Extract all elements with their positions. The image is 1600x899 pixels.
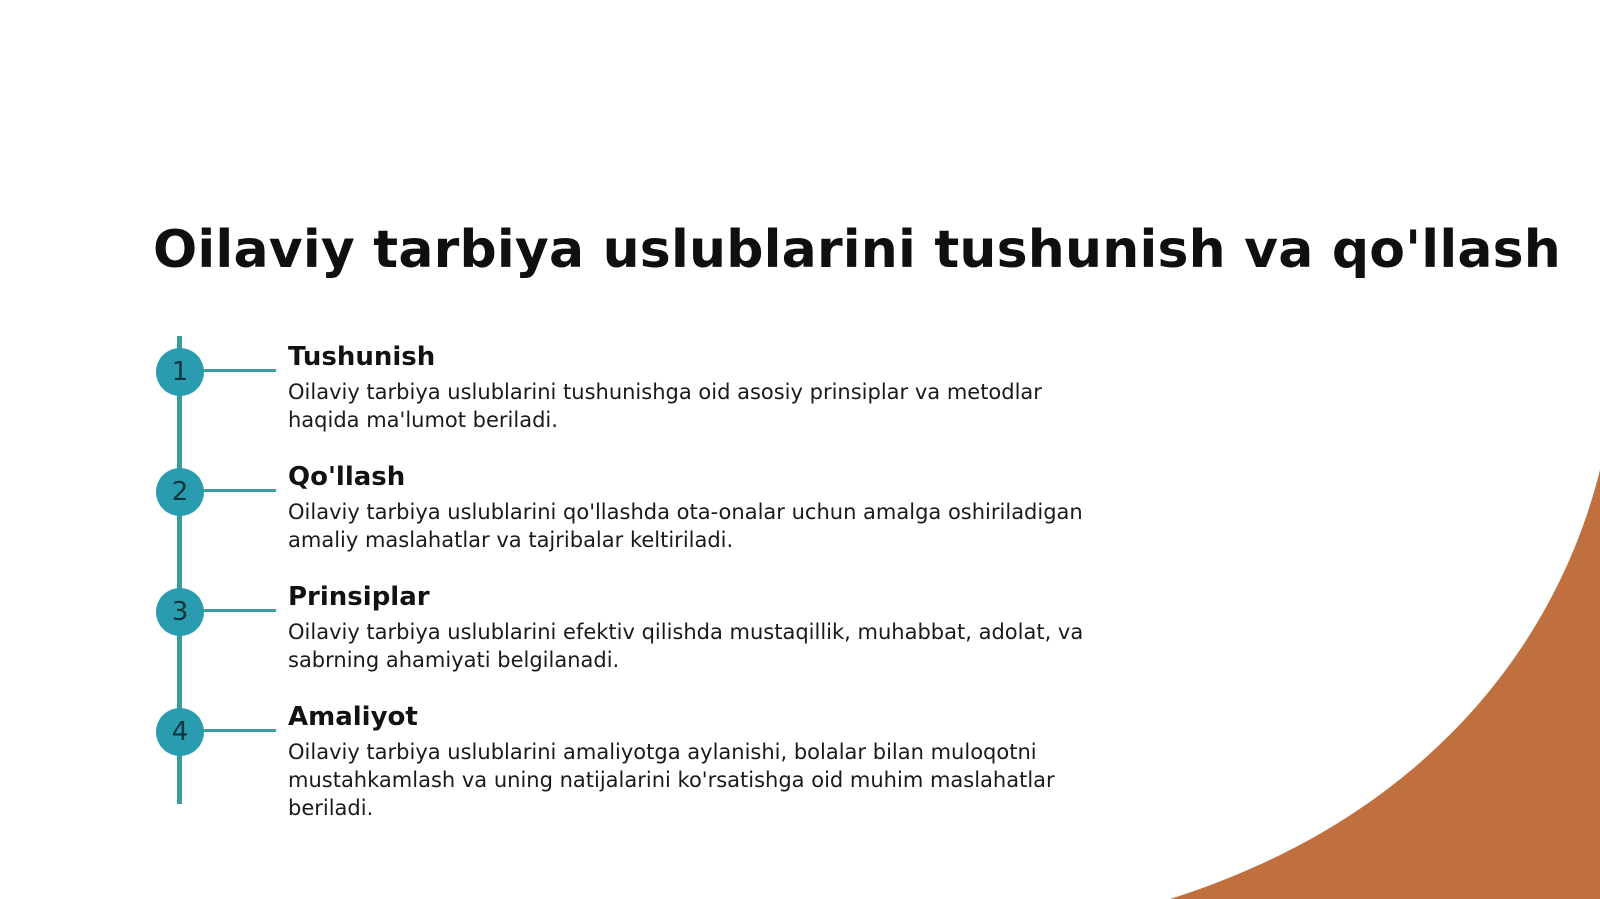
step-3-text: Oilaviy tarbiya uslublarini efektiv qilishda mustaqillik, muhabbat, adolat, va sabrning ahamiyati belgilanadi. — [288, 620, 1084, 672]
step-4-marker: 4 — [156, 708, 204, 756]
step-2-connector — [203, 489, 276, 492]
step-4-text: Oilaviy tarbiya uslublarini amaliyotga aylanishi, bolalar bilan muloqotni mustahkamlash va uning natijalarini ko'rsatishga oid muhim maslahatlar beriladi. — [288, 740, 1055, 820]
step-3-marker: 3 — [156, 588, 204, 636]
step-4-heading: Amaliyot — [288, 702, 418, 732]
step-2-heading: Qo'llash — [288, 462, 406, 492]
step-4-connector — [203, 729, 276, 732]
step-1-marker: 1 — [156, 348, 204, 396]
step-2-text: Oilaviy tarbiya uslublarini qo'llashda ota-onalar uchun amalga oshiriladigan amaliy maslahatlar va tajribalar keltiriladi. — [288, 500, 1083, 552]
step-1-connector — [203, 369, 276, 372]
corner-decoration-shape — [1170, 470, 1600, 899]
step-1-heading: Tushunish — [288, 342, 436, 372]
step-3-heading: Prinsiplar — [288, 582, 430, 612]
step-3-connector — [203, 609, 276, 612]
step-2-marker: 2 — [156, 468, 204, 516]
page-title: Oilaviy tarbiya uslublarini tushunish va qo'llash — [153, 220, 1562, 280]
step-1-text: Oilaviy tarbiya uslublarini tushunishga oid asosiy prinsiplar va metodlar haqida ma'lumot beriladi. — [288, 380, 1042, 432]
